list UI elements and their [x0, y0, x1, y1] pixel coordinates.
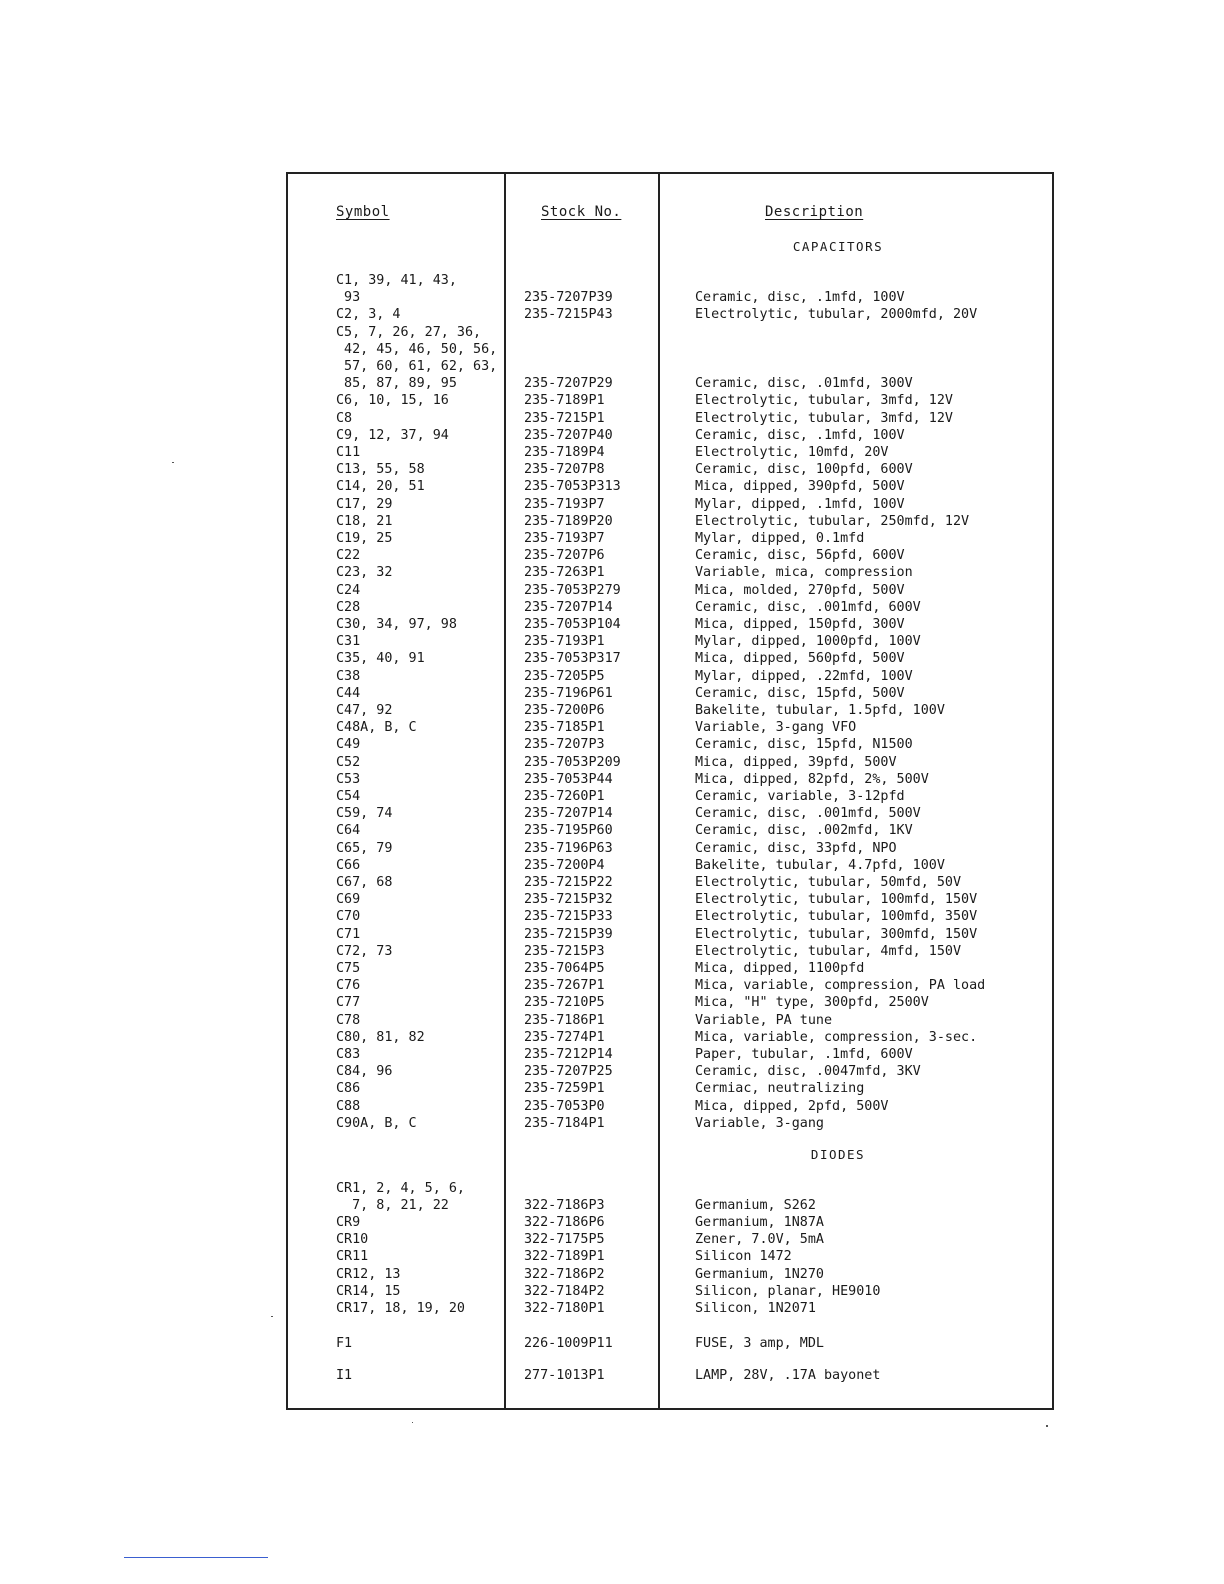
stock-number-cell: 235-7189P1 [524, 393, 605, 409]
symbol-cell: I1 [336, 1368, 353, 1383]
symbol-cell: C47, 92 [336, 703, 393, 718]
symbol-cell: C13, 55, 58 [336, 462, 425, 478]
description-cell: Zener, 7.0V, 5mA [695, 1232, 824, 1248]
description-cell: Paper, tubular, .1mfd, 600V [695, 1047, 913, 1062]
symbol-cell: C59, 74 [336, 806, 393, 822]
symbol-cell: C24 [336, 582, 361, 598]
table-row [288, 306, 1052, 323]
table-row [288, 908, 1052, 925]
stock-number-cell: 235-7210P5 [524, 995, 605, 1011]
table-row [288, 530, 1052, 547]
description-cell: Mica, dipped, 2pfd, 500V [695, 1098, 889, 1114]
table-row [288, 478, 1052, 495]
symbol-cell: C70 [336, 909, 361, 925]
description-cell: Mica, molded, 270pfd, 500V [695, 582, 905, 598]
description-cell: Electrolytic, tubular, 4mfd, 150V [695, 943, 962, 959]
symbol-cell: CR1, 2, 4, 5, 6, [336, 1181, 465, 1196]
stock-number-cell: 235-7186P1 [524, 1012, 605, 1028]
table-row [288, 1367, 1052, 1384]
description-cell: Electrolytic, tubular, 100mfd, 350V [695, 909, 978, 925]
description-cell: Electrolytic, tubular, 50mfd, 50V [695, 875, 962, 890]
stock-number-cell: 322-7189P1 [524, 1249, 605, 1265]
symbol-cell: CR9 [336, 1215, 361, 1231]
stock-number-cell: 235-7207P14 [524, 806, 613, 822]
symbol-cell: C66 [336, 857, 361, 873]
symbol-cell: C1, 39, 41, 43, [336, 273, 457, 288]
symbol-cell: C14, 20, 51 [336, 479, 425, 495]
stock-number-cell: 235-7200P4 [524, 857, 605, 873]
scan-speck [271, 1316, 273, 1317]
stock-number-cell: 235-7207P39 [524, 290, 613, 306]
description-cell: Electrolytic, tubular, 300mfd, 150V [695, 926, 978, 942]
description-cell: Ceramic, disc, .001mfd, 500V [695, 806, 921, 822]
scan-speck [412, 1422, 413, 1423]
stock-number-cell: 235-7193P7 [524, 531, 605, 546]
table-row [288, 994, 1052, 1011]
stock-number-cell: 235-7207P6 [524, 548, 605, 564]
description-cell: Electrolytic, tubular, 3mfd, 12V [695, 393, 953, 409]
table-row [288, 375, 1052, 392]
symbol-cell: C88 [336, 1098, 361, 1114]
symbol-cell: C5, 7, 26, 27, 36, [336, 324, 482, 340]
symbol-cell: C49 [336, 737, 361, 753]
stock-number-cell: 235-7053P0 [524, 1098, 605, 1114]
table-row [288, 358, 1052, 375]
description-cell: Ceramic, disc, .001mfd, 600V [695, 599, 921, 615]
table-row [288, 788, 1052, 805]
table-row [288, 685, 1052, 702]
symbol-cell: C48A, B, C [336, 720, 417, 736]
description-cell: Electrolytic, tubular, 3mfd, 12V [695, 410, 953, 426]
table-row [288, 1197, 1052, 1214]
symbol-cell: C18, 21 [336, 513, 393, 529]
table-row [288, 668, 1052, 685]
stock-number-cell: 235-7205P5 [524, 668, 605, 684]
table-row [288, 616, 1052, 633]
stock-number-cell: 235-7196P63 [524, 840, 613, 856]
stock-number-cell: 235-7215P22 [524, 875, 613, 890]
stock-number-cell: 322-7175P5 [524, 1232, 605, 1248]
symbol-cell: C77 [336, 995, 361, 1011]
stock-number-cell: 235-7263P1 [524, 565, 605, 581]
symbol-cell: C6, 10, 15, 16 [336, 393, 449, 409]
symbol-cell: C71 [336, 926, 361, 942]
table-row [288, 1248, 1052, 1265]
symbol-cell: 7, 8, 21, 22 [336, 1198, 449, 1214]
table-row [288, 289, 1052, 306]
symbol-cell: CR14, 15 [336, 1283, 401, 1299]
stock-number-cell: 322-7186P3 [524, 1198, 605, 1214]
description-cell: Silicon 1472 [695, 1249, 792, 1265]
symbol-cell: C84, 96 [336, 1064, 393, 1080]
stock-number-cell: 235-7207P25 [524, 1064, 613, 1080]
symbol-cell: F1 [336, 1336, 353, 1351]
description-cell: Mylar, dipped, 1000pfd, 100V [695, 634, 921, 650]
symbol-cell: CR10 [336, 1232, 369, 1248]
table-row [288, 754, 1052, 771]
table-row [288, 840, 1052, 857]
stock-number-cell: 235-7195P60 [524, 823, 613, 839]
description-cell: Electrolytic, tubular, 2000mfd, 20V [695, 307, 978, 323]
scan-speck [1046, 1425, 1048, 1427]
symbol-cell: C52 [336, 754, 361, 770]
description-cell: Ceramic, disc, 15pfd, N1500 [695, 737, 913, 753]
stock-number-cell: 235-7215P43 [524, 307, 613, 323]
stock-number-cell: 235-7053P313 [524, 479, 621, 495]
symbol-cell: C54 [336, 789, 361, 804]
description-cell: Bakelite, tubular, 4.7pfd, 100V [695, 857, 945, 873]
stock-number-cell: 235-7193P1 [524, 634, 605, 650]
table-row [288, 874, 1052, 891]
stock-number-cell: 235-7196P61 [524, 685, 613, 701]
description-cell: Variable, mica, compression [695, 565, 913, 581]
symbol-cell: C30, 34, 97, 98 [336, 617, 457, 632]
stock-number-cell: 235-7200P6 [524, 703, 605, 718]
stock-number-cell: 322-7184P2 [524, 1283, 605, 1299]
symbol-cell: C90A, B, C [336, 1115, 417, 1131]
symbol-cell: CR12, 13 [336, 1266, 401, 1282]
description-cell: Electrolytic, 10mfd, 20V [695, 445, 889, 460]
stock-number-cell: 322-7180P1 [524, 1300, 605, 1316]
table-row [288, 1266, 1052, 1283]
table-row [288, 1080, 1052, 1097]
stock-number-cell: 235-7184P1 [524, 1115, 605, 1131]
table-row [288, 805, 1052, 822]
stock-number-cell: 235-7274P1 [524, 1029, 605, 1045]
symbol-cell: CR11 [336, 1249, 369, 1265]
stock-number-cell: 235-7215P1 [524, 410, 605, 426]
stock-number-cell: 277-1013P1 [524, 1368, 605, 1383]
symbol-cell: C2, 3, 4 [336, 307, 401, 323]
description-cell: Mica, dipped, 39pfd, 500V [695, 754, 897, 770]
symbol-cell: 42, 45, 46, 50, 56, [336, 341, 498, 357]
description-header: Description [765, 204, 864, 220]
description-cell: Ceramic, disc, 100pfd, 600V [695, 462, 913, 478]
stock-number-cell: 235-7053P104 [524, 617, 621, 632]
stock-number-cell: 235-7053P279 [524, 582, 621, 598]
table-row [288, 891, 1052, 908]
description-cell: Silicon, 1N2071 [695, 1300, 816, 1316]
symbol-cell: C22 [336, 548, 361, 564]
table-row [288, 547, 1052, 564]
symbol-cell: CR17, 18, 19, 20 [336, 1300, 465, 1316]
description-cell: Ceramic, disc, 56pfd, 600V [695, 548, 905, 564]
description-cell: Ceramic, variable, 3-12pfd [695, 789, 905, 804]
stock-number-cell: 235-7053P317 [524, 651, 621, 667]
table-row [288, 1046, 1052, 1063]
stock-number-header: Stock No. [541, 204, 622, 220]
table-row [288, 943, 1052, 960]
symbol-cell: C72, 73 [336, 943, 393, 959]
description-cell: Germanium, S262 [695, 1198, 816, 1214]
stock-number-cell: 235-7215P33 [524, 909, 613, 925]
table-row [288, 822, 1052, 839]
stock-number-cell: 235-7207P29 [524, 376, 613, 392]
description-cell: Electrolytic, tubular, 250mfd, 12V [695, 513, 970, 529]
symbol-cell: C44 [336, 685, 361, 701]
description-cell: Mica, dipped, 390pfd, 500V [695, 479, 905, 495]
table-row [288, 1012, 1052, 1029]
symbol-cell: C35, 40, 91 [336, 651, 425, 667]
description-cell: Bakelite, tubular, 1.5pfd, 100V [695, 703, 945, 718]
stock-number-cell: 235-7189P20 [524, 513, 613, 529]
description-cell: LAMP, 28V, .17A bayonet [695, 1368, 881, 1383]
stock-number-cell: 235-7207P40 [524, 427, 613, 443]
stock-number-cell: 235-7189P4 [524, 445, 605, 460]
stock-number-cell: 235-7053P209 [524, 754, 621, 770]
table-row [288, 960, 1052, 977]
stock-number-cell: 235-7259P1 [524, 1081, 605, 1097]
table-row [288, 599, 1052, 616]
table-row [288, 1283, 1052, 1300]
description-cell: Mica, dipped, 82pfd, 2%, 500V [695, 771, 929, 787]
symbol-cell: C65, 79 [336, 840, 393, 856]
description-cell: Ceramic, disc, 33pfd, NPO [695, 840, 897, 856]
stock-number-cell: 226-1009P11 [524, 1336, 613, 1351]
description-cell: Ceramic, disc, .01mfd, 300V [695, 376, 913, 392]
symbol-cell: C69 [336, 892, 361, 908]
description-cell: Electrolytic, tubular, 100mfd, 150V [695, 892, 978, 908]
symbol-cell: 57, 60, 61, 62, 63, [336, 359, 498, 374]
symbol-cell: 93 [336, 290, 361, 306]
table-row [288, 582, 1052, 599]
symbol-cell: C28 [336, 599, 361, 615]
table-row [288, 513, 1052, 530]
description-cell: Ceramic, disc, 15pfd, 500V [695, 685, 905, 701]
symbol-cell: C80, 81, 82 [336, 1029, 425, 1045]
table-row [288, 1180, 1052, 1197]
table-row [288, 1300, 1052, 1317]
table-row [288, 1063, 1052, 1080]
symbol-cell: C9, 12, 37, 94 [336, 427, 449, 443]
symbol-cell: C75 [336, 961, 361, 976]
table-row [288, 341, 1052, 358]
symbol-cell: C86 [336, 1081, 361, 1097]
table-row [288, 926, 1052, 943]
stock-number-cell: 235-7212P14 [524, 1047, 613, 1062]
symbol-cell: C67, 68 [336, 875, 393, 890]
table-row [288, 564, 1052, 581]
table-row [288, 1029, 1052, 1046]
symbol-cell: C11 [336, 445, 361, 460]
stock-number-cell: 322-7186P6 [524, 1215, 605, 1231]
description-cell: Mica, dipped, 1100pfd [695, 961, 865, 976]
symbol-cell: C8 [336, 410, 353, 426]
table-row [288, 736, 1052, 753]
parts-list-table [286, 172, 1054, 1410]
description-cell: Ceramic, disc, .1mfd, 100V [695, 290, 905, 306]
table-row [288, 272, 1052, 289]
symbol-cell: C83 [336, 1047, 361, 1062]
description-cell: Mica, dipped, 150pfd, 300V [695, 617, 905, 632]
capacitors-section-title: CAPACITORS [792, 239, 884, 254]
diodes-section-title: DIODES [810, 1147, 866, 1162]
stock-number-cell: 235-7064P5 [524, 961, 605, 976]
table-row [288, 324, 1052, 341]
stock-number-cell: 322-7186P2 [524, 1266, 605, 1282]
stock-number-cell: 235-7207P14 [524, 599, 613, 615]
symbol-cell: C38 [336, 668, 361, 684]
description-cell: Germanium, 1N270 [695, 1266, 824, 1282]
scan-speck [172, 462, 174, 463]
stock-number-cell: 235-7207P8 [524, 462, 605, 478]
symbol-cell: C53 [336, 771, 361, 787]
table-row [288, 444, 1052, 461]
description-cell: Variable, 3-gang VFO [695, 720, 857, 736]
description-cell: Mica, variable, compression, 3-sec. [695, 1029, 978, 1045]
symbol-cell: C19, 25 [336, 531, 393, 546]
symbol-cell: C76 [336, 978, 361, 994]
description-cell: Ceramic, disc, .002mfd, 1KV [695, 823, 913, 839]
page-footer-line [124, 1557, 268, 1558]
table-row [288, 427, 1052, 444]
table-row [288, 1231, 1052, 1248]
description-cell: Mica, variable, compression, PA load [695, 978, 986, 994]
description-cell: Variable, PA tune [695, 1012, 833, 1028]
stock-number-cell: 235-7215P3 [524, 943, 605, 959]
description-cell: Mylar, dipped, 0.1mfd [695, 531, 865, 546]
table-row [288, 771, 1052, 788]
stock-number-cell: 235-7260P1 [524, 789, 605, 804]
symbol-cell: C64 [336, 823, 361, 839]
table-row [288, 650, 1052, 667]
description-cell: FUSE, 3 amp, MDL [695, 1336, 824, 1351]
table-row [288, 857, 1052, 874]
description-cell: Cermiac, neutralizing [695, 1081, 865, 1097]
stock-number-cell: 235-7215P39 [524, 926, 613, 942]
table-row [288, 1335, 1052, 1352]
description-cell: Germanium, 1N87A [695, 1215, 824, 1231]
description-cell: Ceramic, disc, .0047mfd, 3KV [695, 1064, 921, 1080]
stock-number-cell: 235-7215P32 [524, 892, 613, 908]
table-row [288, 1115, 1052, 1132]
symbol-header: Symbol [336, 204, 390, 220]
table-row [288, 392, 1052, 409]
symbol-cell: C17, 29 [336, 496, 393, 512]
description-cell: Variable, 3-gang [695, 1115, 824, 1131]
description-cell: Mylar, dipped, .22mfd, 100V [695, 668, 913, 684]
table-row [288, 410, 1052, 427]
stock-number-cell: 235-7053P44 [524, 771, 613, 787]
table-row [288, 719, 1052, 736]
stock-number-cell: 235-7193P7 [524, 496, 605, 512]
table-row [288, 1214, 1052, 1231]
symbol-cell: C78 [336, 1012, 361, 1028]
description-cell: Silicon, planar, HE9010 [695, 1283, 881, 1299]
table-row [288, 496, 1052, 513]
description-cell: Mica, "H" type, 300pfd, 2500V [695, 995, 929, 1011]
stock-number-cell: 235-7185P1 [524, 720, 605, 736]
stock-number-cell: 235-7207P3 [524, 737, 605, 753]
symbol-cell: C23, 32 [336, 565, 393, 581]
table-row [288, 702, 1052, 719]
symbol-cell: 85, 87, 89, 95 [336, 376, 457, 392]
table-row [288, 461, 1052, 478]
table-row [288, 977, 1052, 994]
description-cell: Mylar, dipped, .1mfd, 100V [695, 496, 905, 512]
table-row [288, 1098, 1052, 1115]
stock-number-cell: 235-7267P1 [524, 978, 605, 994]
symbol-cell: C31 [336, 634, 361, 650]
description-cell: Mica, dipped, 560pfd, 500V [695, 651, 905, 667]
description-cell: Ceramic, disc, .1mfd, 100V [695, 427, 905, 443]
table-row [288, 633, 1052, 650]
